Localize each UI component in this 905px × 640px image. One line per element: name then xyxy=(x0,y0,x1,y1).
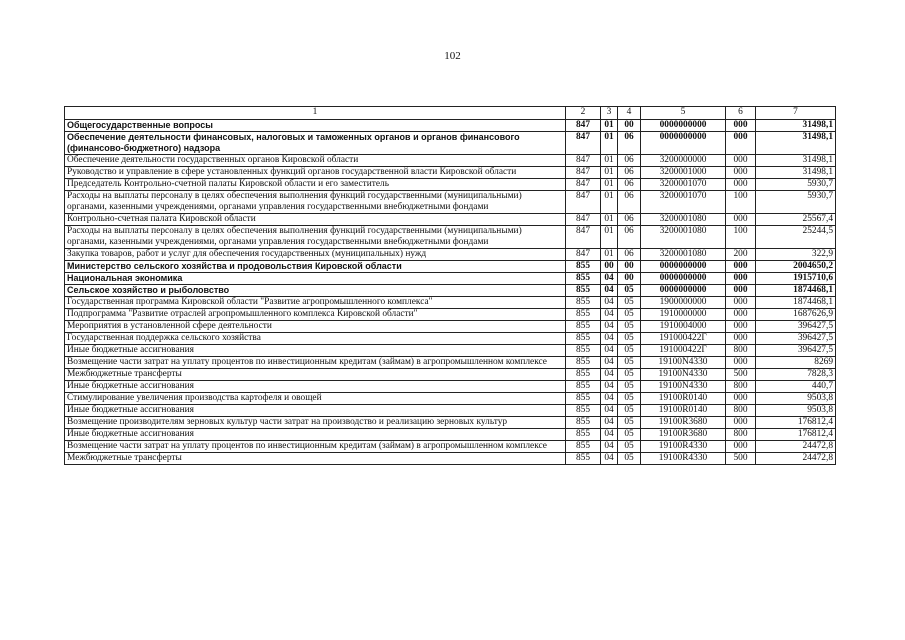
amount: 24472,8 xyxy=(756,441,836,453)
amount: 1874468,1 xyxy=(756,297,836,309)
subsection-code: 05 xyxy=(618,345,641,357)
grbs-code: 855 xyxy=(566,429,601,441)
expense-type-code: 000 xyxy=(726,120,756,132)
amount: 176812,4 xyxy=(756,429,836,441)
section-code: 01 xyxy=(601,132,618,155)
grbs-code: 855 xyxy=(566,345,601,357)
amount: 396427,5 xyxy=(756,321,836,333)
section-code: 01 xyxy=(601,179,618,191)
target-article-code: 191000422Г xyxy=(641,333,726,345)
section-code: 04 xyxy=(601,369,618,381)
row-name: Обеспечение деятельности государственных органов Кировской области xyxy=(65,155,566,167)
table-row xyxy=(65,167,836,179)
subsection-code: 05 xyxy=(618,417,641,429)
grbs-code: 855 xyxy=(566,381,601,393)
subsection-code: 06 xyxy=(618,167,641,179)
table-row xyxy=(65,191,836,214)
table-row xyxy=(65,120,836,132)
amount: 5930,7 xyxy=(756,179,836,191)
target-article-code: 3200000000 xyxy=(641,155,726,167)
table-row xyxy=(65,309,836,321)
target-article-code: 19100R3680 xyxy=(641,417,726,429)
subsection-code: 00 xyxy=(618,261,641,273)
amount: 24472,8 xyxy=(756,453,836,465)
target-article-code: 19100N4330 xyxy=(641,381,726,393)
subsection-code: 00 xyxy=(618,120,641,132)
section-code: 01 xyxy=(601,191,618,214)
grbs-code: 855 xyxy=(566,297,601,309)
column-number-row xyxy=(65,107,836,120)
subsection-code: 05 xyxy=(618,321,641,333)
target-article-code: 19100N4330 xyxy=(641,357,726,369)
grbs-code: 855 xyxy=(566,273,601,285)
expense-type-code: 000 xyxy=(726,214,756,226)
table-row xyxy=(65,357,836,369)
section-code: 04 xyxy=(601,381,618,393)
target-article-code: 19100R4330 xyxy=(641,453,726,465)
subsection-code: 05 xyxy=(618,285,641,297)
section-code: 00 xyxy=(601,261,618,273)
expense-type-code: 100 xyxy=(726,226,756,249)
amount: 7828,3 xyxy=(756,369,836,381)
row-name: Закупка товаров, работ и услуг для обеспечения государственных (муниципальных) нужд xyxy=(65,249,566,261)
row-name: Расходы на выплаты персоналу в целях обеспечения выполнения функций государственными (муниципальными) органами, казенными учреждениями, органами управления государственными внебюджетными фондами xyxy=(65,226,566,249)
row-name: Возмещение части затрат на уплату процентов по инвестиционным кредитам (займам) в агропромышленном комплексе xyxy=(65,441,566,453)
section-code: 04 xyxy=(601,285,618,297)
target-article-code: 3200001070 xyxy=(641,179,726,191)
amount: 9503,8 xyxy=(756,405,836,417)
amount: 31498,1 xyxy=(756,155,836,167)
grbs-code: 847 xyxy=(566,214,601,226)
target-article-code: 1900000000 xyxy=(641,297,726,309)
grbs-code: 855 xyxy=(566,309,601,321)
grbs-code: 855 xyxy=(566,405,601,417)
grbs-code: 855 xyxy=(566,393,601,405)
target-article-code: 0000000000 xyxy=(641,273,726,285)
grbs-code: 847 xyxy=(566,167,601,179)
table-row xyxy=(65,417,836,429)
section-code: 04 xyxy=(601,333,618,345)
row-name: Иные бюджетные ассигнования xyxy=(65,345,566,357)
row-name: Председатель Контрольно-счетной палаты Кировской области и его заместитель xyxy=(65,179,566,191)
table-row xyxy=(65,429,836,441)
section-code: 04 xyxy=(601,321,618,333)
expense-type-code: 000 xyxy=(726,393,756,405)
grbs-code: 847 xyxy=(566,155,601,167)
grbs-code: 855 xyxy=(566,453,601,465)
table-body xyxy=(65,107,836,465)
expense-type-code: 000 xyxy=(726,273,756,285)
section-code: 04 xyxy=(601,417,618,429)
section-code: 04 xyxy=(601,453,618,465)
amount: 322,9 xyxy=(756,249,836,261)
subsection-code: 05 xyxy=(618,309,641,321)
subsection-code: 05 xyxy=(618,393,641,405)
column-number: 5 xyxy=(641,107,726,120)
table-row xyxy=(65,273,836,285)
target-article-code: 3200001070 xyxy=(641,191,726,214)
expense-type-code: 000 xyxy=(726,417,756,429)
row-name: Возмещение части затрат на уплату процентов по инвестиционным кредитам (займам) в агропромышленном комплексе xyxy=(65,357,566,369)
expense-type-code: 000 xyxy=(726,132,756,155)
expense-type-code: 000 xyxy=(726,357,756,369)
target-article-code: 19100R0140 xyxy=(641,393,726,405)
page-number: 102 xyxy=(444,50,461,62)
amount: 31498,1 xyxy=(756,132,836,155)
target-article-code: 19100R3680 xyxy=(641,429,726,441)
expense-type-code: 000 xyxy=(726,321,756,333)
section-code: 01 xyxy=(601,226,618,249)
table-row xyxy=(65,381,836,393)
amount: 396427,5 xyxy=(756,333,836,345)
subsection-code: 05 xyxy=(618,429,641,441)
grbs-code: 847 xyxy=(566,249,601,261)
amount: 1874468,1 xyxy=(756,285,836,297)
target-article-code: 19100R4330 xyxy=(641,441,726,453)
table-row xyxy=(65,333,836,345)
row-name: Мероприятия в установленной сфере деятельности xyxy=(65,321,566,333)
table-row xyxy=(65,321,836,333)
target-article-code: 3200001080 xyxy=(641,249,726,261)
amount: 8269 xyxy=(756,357,836,369)
expense-type-code: 000 xyxy=(726,261,756,273)
row-name: Межбюджетные трансферты xyxy=(65,369,566,381)
subsection-code: 06 xyxy=(618,226,641,249)
target-article-code: 0000000000 xyxy=(641,285,726,297)
expense-type-code: 000 xyxy=(726,285,756,297)
row-name: Иные бюджетные ассигнования xyxy=(65,405,566,417)
subsection-code: 06 xyxy=(618,249,641,261)
table-row xyxy=(65,249,836,261)
target-article-code: 1910004000 xyxy=(641,321,726,333)
table-row xyxy=(65,285,836,297)
expense-type-code: 000 xyxy=(726,167,756,179)
grbs-code: 847 xyxy=(566,191,601,214)
section-code: 04 xyxy=(601,345,618,357)
expense-type-code: 000 xyxy=(726,333,756,345)
table-row xyxy=(65,345,836,357)
amount: 25567,4 xyxy=(756,214,836,226)
section-code: 04 xyxy=(601,429,618,441)
target-article-code: 1910000000 xyxy=(641,309,726,321)
amount: 31498,1 xyxy=(756,167,836,179)
grbs-code: 847 xyxy=(566,179,601,191)
section-code: 04 xyxy=(601,309,618,321)
subsection-code: 06 xyxy=(618,132,641,155)
row-name: Расходы на выплаты персоналу в целях обеспечения выполнения функций государственными (муниципальными) органами, казенными учреждениями, органами управления государственными внебюджетными фондами xyxy=(65,191,566,214)
subsection-code: 06 xyxy=(618,179,641,191)
expense-type-code: 000 xyxy=(726,441,756,453)
grbs-code: 855 xyxy=(566,369,601,381)
target-article-code: 19100N4330 xyxy=(641,369,726,381)
expense-type-code: 800 xyxy=(726,429,756,441)
subsection-code: 05 xyxy=(618,333,641,345)
row-name: Сельское хозяйство и рыболовство xyxy=(65,285,566,297)
row-name: Возмещение производителям зерновых культур части затрат на производство и реализацию зерновых культур xyxy=(65,417,566,429)
section-code: 01 xyxy=(601,120,618,132)
row-name: Общегосударственные вопросы xyxy=(65,120,566,132)
section-code: 01 xyxy=(601,155,618,167)
amount: 396427,5 xyxy=(756,345,836,357)
expense-type-code: 000 xyxy=(726,179,756,191)
section-code: 04 xyxy=(601,441,618,453)
target-article-code: 19100R0140 xyxy=(641,405,726,417)
subsection-code: 06 xyxy=(618,155,641,167)
subsection-code: 05 xyxy=(618,297,641,309)
section-code: 01 xyxy=(601,249,618,261)
grbs-code: 855 xyxy=(566,285,601,297)
subsection-code: 00 xyxy=(618,273,641,285)
row-name: Иные бюджетные ассигнования xyxy=(65,429,566,441)
column-number: 3 xyxy=(601,107,618,120)
expense-type-code: 000 xyxy=(726,155,756,167)
expense-type-code: 500 xyxy=(726,453,756,465)
row-name: Государственная программа Кировской области "Развитие агропромышленного комплекса" xyxy=(65,297,566,309)
section-code: 04 xyxy=(601,357,618,369)
table-row xyxy=(65,214,836,226)
subsection-code: 05 xyxy=(618,381,641,393)
section-code: 01 xyxy=(601,167,618,179)
row-name: Обеспечение деятельности финансовых, налоговых и таможенных органов и органов финансового (финансово-бюджетного) надзора xyxy=(65,132,566,155)
row-name: Государственная поддержка сельского хозяйства xyxy=(65,333,566,345)
grbs-code: 855 xyxy=(566,417,601,429)
table-row xyxy=(65,453,836,465)
table-row xyxy=(65,261,836,273)
table-row xyxy=(65,179,836,191)
table-row xyxy=(65,155,836,167)
amount: 440,7 xyxy=(756,381,836,393)
amount: 25244,5 xyxy=(756,226,836,249)
grbs-code: 855 xyxy=(566,261,601,273)
amount: 9503,8 xyxy=(756,393,836,405)
grbs-code: 855 xyxy=(566,333,601,345)
row-name: Межбюджетные трансферты xyxy=(65,453,566,465)
grbs-code: 847 xyxy=(566,120,601,132)
amount: 1687626,9 xyxy=(756,309,836,321)
subsection-code: 05 xyxy=(618,357,641,369)
table-row xyxy=(65,226,836,249)
table-row xyxy=(65,393,836,405)
table-row xyxy=(65,441,836,453)
expense-type-code: 200 xyxy=(726,249,756,261)
expense-type-code: 000 xyxy=(726,297,756,309)
amount: 5930,7 xyxy=(756,191,836,214)
row-name: Министерство сельского хозяйства и продовольствия Кировской области xyxy=(65,261,566,273)
target-article-code: 0000000000 xyxy=(641,261,726,273)
amount: 2004650,2 xyxy=(756,261,836,273)
expense-type-code: 800 xyxy=(726,405,756,417)
grbs-code: 855 xyxy=(566,357,601,369)
expense-type-code: 800 xyxy=(726,381,756,393)
section-code: 04 xyxy=(601,273,618,285)
section-code: 04 xyxy=(601,393,618,405)
target-article-code: 3200001080 xyxy=(641,214,726,226)
table-row xyxy=(65,369,836,381)
target-article-code: 191000422Г xyxy=(641,345,726,357)
target-article-code: 3200001000 xyxy=(641,167,726,179)
section-code: 01 xyxy=(601,214,618,226)
target-article-code: 3200001080 xyxy=(641,226,726,249)
row-name: Контрольно-счетная палата Кировской области xyxy=(65,214,566,226)
amount: 176812,4 xyxy=(756,417,836,429)
row-name: Иные бюджетные ассигнования xyxy=(65,381,566,393)
subsection-code: 06 xyxy=(618,191,641,214)
subsection-code: 05 xyxy=(618,453,641,465)
row-name: Подпрограмма "Развитие отраслей агропромышленного комплекса Кировской области" xyxy=(65,309,566,321)
expense-type-code: 100 xyxy=(726,191,756,214)
target-article-code: 0000000000 xyxy=(641,120,726,132)
expense-type-code: 000 xyxy=(726,309,756,321)
grbs-code: 855 xyxy=(566,441,601,453)
subsection-code: 05 xyxy=(618,441,641,453)
column-number: 7 xyxy=(756,107,836,120)
column-number: 2 xyxy=(566,107,601,120)
column-number: 4 xyxy=(618,107,641,120)
row-name: Руководство и управление в сфере установленных функций органов государственной власти Кировской области xyxy=(65,167,566,179)
expense-type-code: 500 xyxy=(726,369,756,381)
row-name: Национальная экономика xyxy=(65,273,566,285)
amount: 1915710,6 xyxy=(756,273,836,285)
section-code: 04 xyxy=(601,405,618,417)
subsection-code: 05 xyxy=(618,369,641,381)
target-article-code: 0000000000 xyxy=(641,132,726,155)
table-row xyxy=(65,297,836,309)
grbs-code: 855 xyxy=(566,321,601,333)
row-name: Стимулирование увеличения производства картофеля и овощей xyxy=(65,393,566,405)
grbs-code: 847 xyxy=(566,226,601,249)
amount: 31498,1 xyxy=(756,120,836,132)
budget-table xyxy=(64,106,836,465)
table-row xyxy=(65,132,836,155)
column-number: 1 xyxy=(65,107,566,120)
expense-type-code: 800 xyxy=(726,345,756,357)
subsection-code: 05 xyxy=(618,405,641,417)
column-number: 6 xyxy=(726,107,756,120)
section-code: 04 xyxy=(601,297,618,309)
subsection-code: 06 xyxy=(618,214,641,226)
table-row xyxy=(65,405,836,417)
grbs-code: 847 xyxy=(566,132,601,155)
